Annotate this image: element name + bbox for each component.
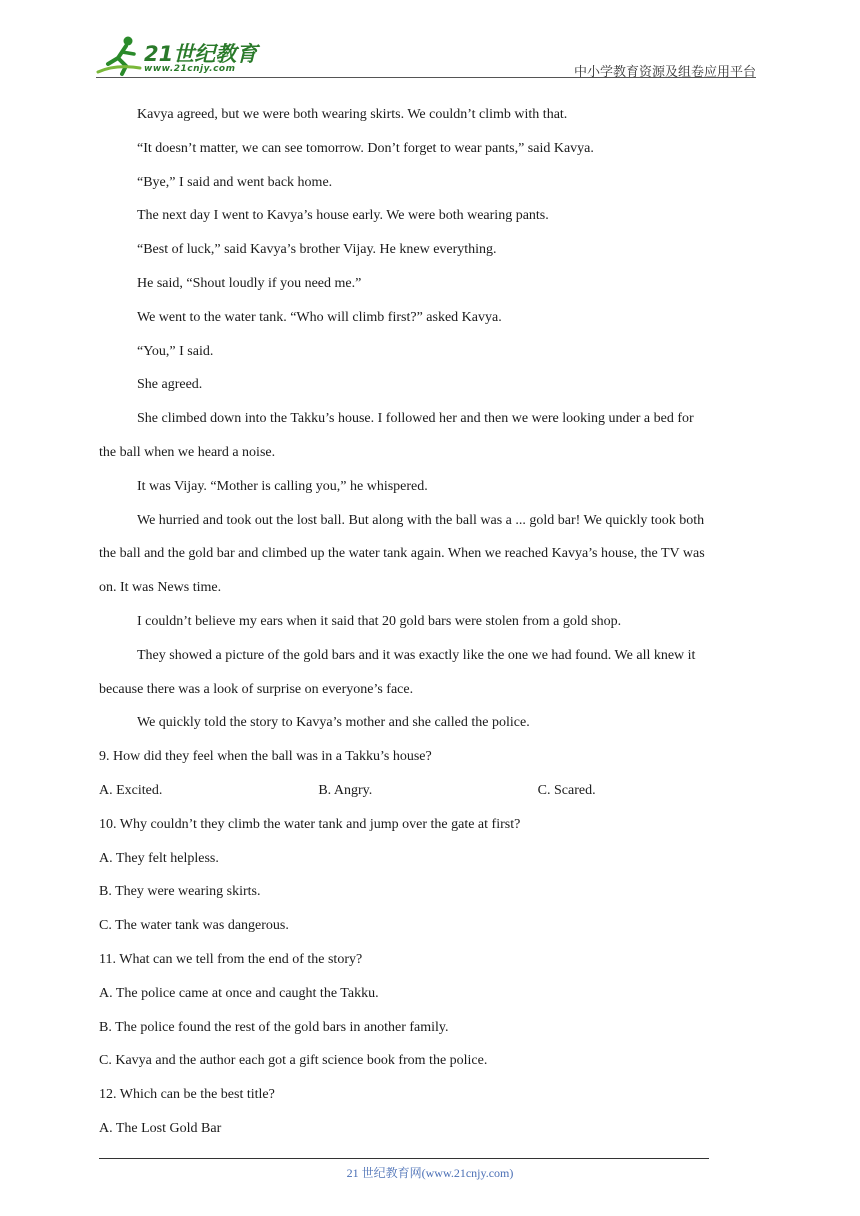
question-10-option-c: C. The water tank was dangerous. — [99, 918, 289, 934]
footer-divider — [99, 1158, 709, 1159]
question-9-option-b: B. Angry. — [318, 782, 373, 798]
platform-name: 中小学教育资源及组卷应用平台 — [573, 65, 756, 80]
story-line: “Bye,” I said and went back home. — [137, 174, 333, 190]
story-line: the ball when we heard a noise. — [99, 444, 276, 460]
question-11-option-c: C. Kavya and the author each got a gift science book from the police. — [99, 1053, 488, 1069]
story-line: “It doesn’t matter, we can see tomorrow. Don’t forget to wear pants,” said Kavya. — [137, 140, 594, 156]
story-line: I couldn’t believe my ears when it said that 20 gold bars were stolen from a gold shop. — [137, 613, 622, 629]
story-line: “Best of luck,” said Kavya’s brother Vijay. He knew everything. — [137, 242, 497, 258]
question-10-option-a: A. They felt helpless. — [99, 850, 219, 866]
story-line: on. It was News time. — [99, 580, 222, 596]
question-12-stem: 12. Which can be the best title? — [99, 1087, 275, 1103]
runner-logo-icon — [96, 34, 144, 78]
story-line: the ball and the gold bar and climbed up the water tank again. When we reached Kavya’s house, the TV was — [99, 546, 705, 562]
story-line: because there was a look of surprise on everyone’s face. — [99, 681, 414, 697]
document-body — [99, 98, 757, 1146]
question-9-stem: 9. How did they feel when the ball was in a Takku’s house? — [99, 749, 432, 765]
story-line: She agreed. — [137, 377, 203, 393]
header-divider — [96, 77, 756, 78]
question-9-options — [99, 774, 757, 808]
story-line: We went to the water tank. “Who will climb first?” asked Kavya. — [137, 309, 502, 325]
question-12-option-a: A. The Lost Gold Bar — [99, 1120, 222, 1136]
logo-url: www.21cnjy.com — [144, 64, 236, 74]
story-line: She climbed down into the Takku’s house. I followed her and then we were looking under a bed for — [137, 411, 694, 427]
story-line: The next day I went to Kavya’s house early. We were both wearing pants. — [137, 208, 549, 224]
question-11-stem: 11. What can we tell from the end of the story? — [99, 951, 363, 967]
story-line: He said, “Shout loudly if you need me.” — [137, 275, 362, 291]
story-line: “You,” I said. — [137, 343, 214, 359]
story-line: We hurried and took out the lost ball. But along with the ball was a ... gold bar! We quickly took both — [137, 512, 705, 528]
question-11-option-b: B. The police found the rest of the gold bars in another family. — [99, 1019, 449, 1035]
question-9-option-c: C. Scared. — [537, 782, 596, 798]
page-footer: 21 世纪教育网(www.21cnjy.com) — [346, 1166, 514, 1180]
story-text — [99, 98, 757, 740]
site-logo — [96, 34, 266, 78]
question-9-option-a: A. Excited. — [99, 782, 163, 798]
question-10-option-b: B. They were wearing skirts. — [99, 884, 261, 900]
page-header — [96, 34, 756, 78]
story-line: It was Vijay. “Mother is calling you,” he whispered. — [137, 478, 428, 494]
story-line: They showed a picture of the gold bars and it was exactly like the one we had found. We all knew it — [137, 647, 696, 663]
logo-text: 21世纪教育 — [144, 42, 258, 66]
story-line: Kavya agreed, but we were both wearing skirts. We couldn’t climb with that. — [137, 107, 568, 122]
story-line: We quickly told the story to Kavya’s mother and she called the police. — [137, 715, 530, 731]
question-10-stem: 10. Why couldn’t they climb the water tank and jump over the gate at first? — [99, 816, 521, 832]
question-11-option-a: A. The police came at once and caught the Takku. — [99, 985, 379, 1001]
